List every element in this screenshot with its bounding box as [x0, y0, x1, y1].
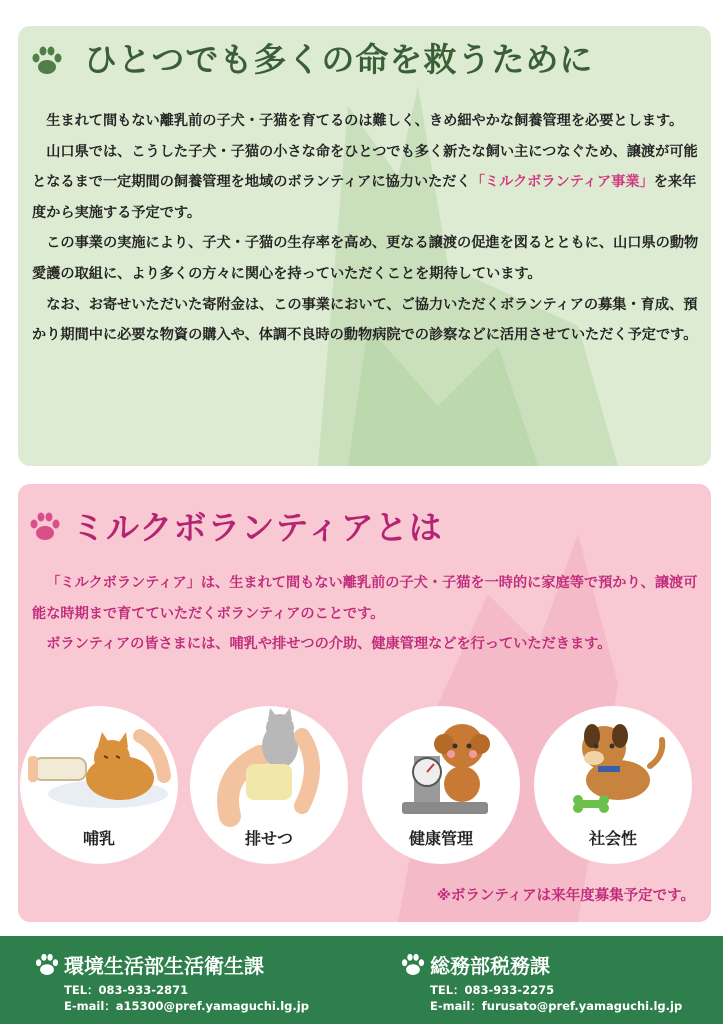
- paragraph: 生まれて間もない離乳前の子犬・子猫を育てるのは難しく、きめ細やかな飼養管理を必要とします。: [46, 113, 684, 129]
- activity-label: 健康管理: [408, 829, 473, 848]
- paragraph-text: を来年度から実施する予定です。: [32, 174, 697, 221]
- paragraph-text: 山口県では、こうした子犬・子猫の小さな命をひとつでも多く新たな飼い主につなぐため、譲渡が可能となるまで一定期間の飼養管理を地域のボランティアに協力いただく: [32, 143, 698, 191]
- paragraph: 「ミルクボランティア」は、生まれて間もない離乳前の子犬・子猫を一時的に家庭等で預かり、譲渡可能な時期まで育てていただくボランティアのことです。: [32, 575, 698, 622]
- department-name: 環境生活部生活衛生課: [64, 954, 264, 978]
- paw-icon: [400, 952, 426, 978]
- department-name: 総務部税務課: [430, 954, 550, 978]
- paw-icon: [30, 44, 64, 78]
- activity-feeding: [20, 706, 178, 864]
- contact-footer: [0, 936, 723, 1024]
- section-body: [32, 106, 704, 351]
- section-milk-volunteer: [18, 484, 711, 922]
- section-body: [32, 568, 704, 660]
- recruitment-note: ※ボランティアは来年度募集予定です。: [436, 888, 695, 904]
- activity-toileting: [190, 706, 348, 864]
- paragraph: [32, 137, 704, 229]
- activity-label: 哺乳: [82, 829, 115, 848]
- program-name-highlight: 「ミルクボランティア事業」: [470, 174, 654, 191]
- activity-label: 社会性: [588, 829, 637, 848]
- paragraph: ボランティアの皆さまには、哺乳や排せつの介助、健康管理などを行っていただきます。: [46, 636, 612, 653]
- section-life-saving: [18, 26, 711, 466]
- activity-socialization: [534, 706, 692, 864]
- activity-health-check: [362, 706, 520, 864]
- section-title: ひとつでも多くの命を救うために: [84, 40, 594, 79]
- activity-label: 排せつ: [244, 829, 293, 848]
- contact-tel: TEL：083-933-2871: [64, 983, 189, 997]
- section-title: ミルクボランティアとは: [72, 508, 443, 547]
- contact-email[interactable]: E-mail：furusato@pref.yamaguchi.lg.jp: [430, 999, 683, 1013]
- paragraph: なお、お寄せいただいた寄附金は、この事業において、ご協力いただくボランティアの募集・育成、預かり期間中に必要な物資の購入や、体調不良時の動物病院での診察などに活用させていただく予定です。: [32, 296, 698, 344]
- contact-tel: TEL：083-933-2275: [430, 983, 555, 997]
- paw-icon: [28, 510, 62, 544]
- paragraph: この事業の実施により、子犬・子猫の生存率を高め、更なる譲渡の促進を図るとともに、山口県の動物愛護の取組に、より多くの方々に関心を持っていただくことを期待しています。: [32, 235, 699, 282]
- contact-email[interactable]: E-mail：a15300@pref.yamaguchi.lg.jp: [64, 999, 309, 1013]
- paw-icon: [34, 952, 60, 978]
